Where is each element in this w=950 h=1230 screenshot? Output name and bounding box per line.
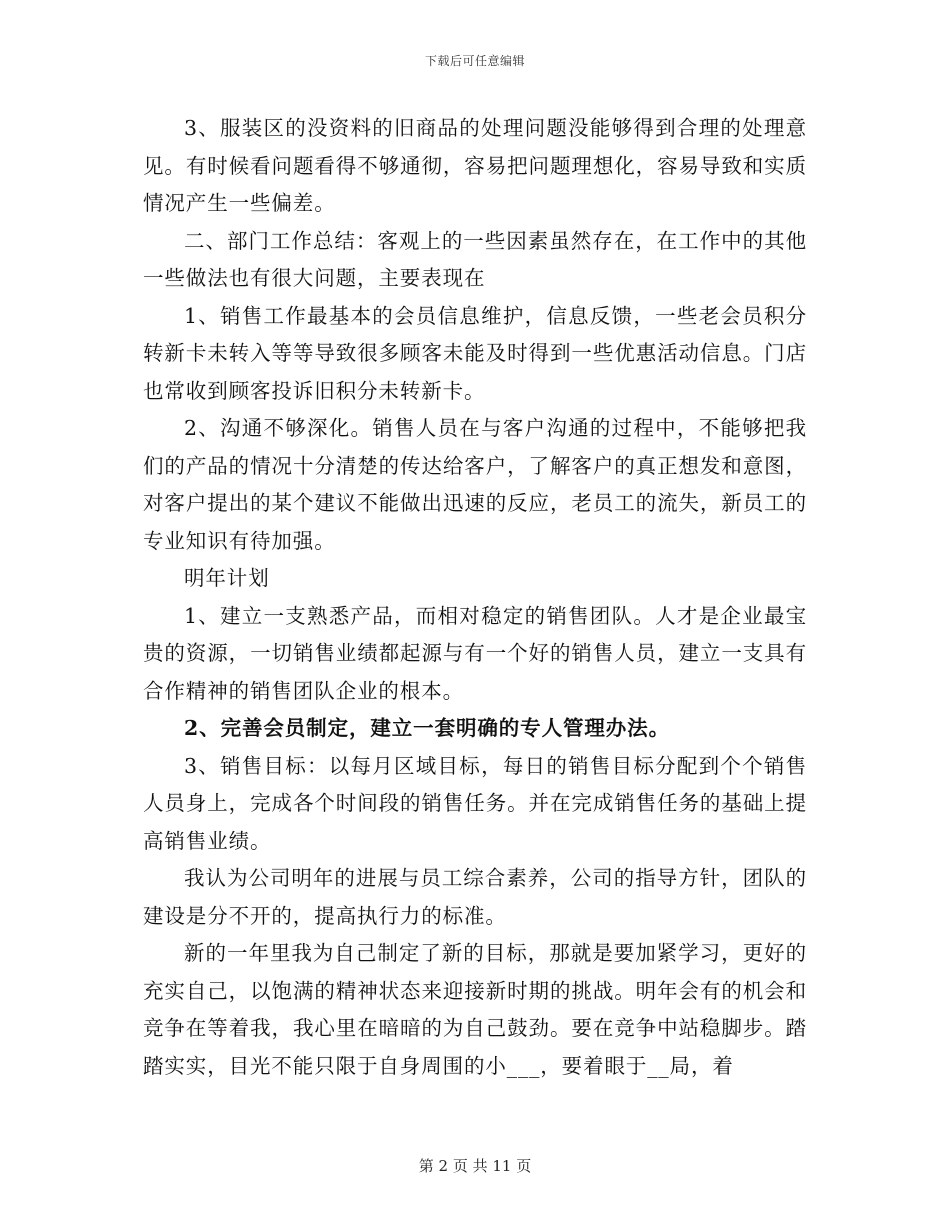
document-body [143,110,807,1085]
paragraph-new-year-goals: 新的一年里我为自己制定了新的目标，那就是要加紧学习，更好的充实自己，以饱满的精神状态来迎接新时期的挑战。明年会有的机会和竞争在等着我，我心里在暗暗的为自己鼓劲。要在竞争中站稳脚步。踏踏实实，目光不能只限于自身周围的小___，要着眼于__局，着 [143,941,807,1078]
section-heading-next-year-plan: 明年计划 [184,566,270,590]
paragraph-member-system: 2、完善会员制定，建立一套明确的专人管理办法。 [184,716,670,740]
paragraph-member-info: 1、销售工作最基本的会员信息维护，信息反馈，一些老会员积分转新卡未转入等等导致很多顾客未能及时得到一些优惠活动信息。门店也常收到顾客投诉旧积分未转新卡。 [143,303,807,403]
paragraph-department-summary: 二、部门工作总结：客观上的一些因素虽然存在，在工作中的其他一些做法也有很大问题，主要表现在 [143,228,807,290]
page-footer: 第 2 页 共 11 页 [418,1157,532,1175]
paragraph-clothing-issue: 3、服装区的没资料的旧商品的处理问题没能够得到合理的处理意见。有时候看问题看得不够通彻，容易把问题理想化，容易导致和实质情况产生一些偏差。 [143,116,807,215]
paragraph-sales-target: 3、销售目标：以每月区域目标，每日的销售目标分配到个个销售人员身上，完成各个时间段的销售任务。并在完成销售任务的基础上提高销售业绩。 [143,753,807,853]
paragraph-communication: 2、沟通不够深化。销售人员在与客户沟通的过程中，不能够把我们的产品的情况十分清楚的传达给客户，了解客户的真正想发和意图，对客户提出的某个建议不能做出迅速的反应，老员工的流失，新员工的专业知识有待加强。 [143,416,807,553]
paragraph-company-development: 我认为公司明年的进展与员工综合素养，公司的指导方针，团队的建设是分不开的，提高执行力的标准。 [143,866,807,928]
paragraph-sales-team: 1、建立一支熟悉产品，而相对稳定的销售团队。人才是企业最宝贵的资源，一切销售业绩都起源与有一个好的销售人员，建立一支具有合作精神的销售团队企业的根本。 [143,603,807,703]
page-header: 下载后可任意编辑 [424,54,525,68]
